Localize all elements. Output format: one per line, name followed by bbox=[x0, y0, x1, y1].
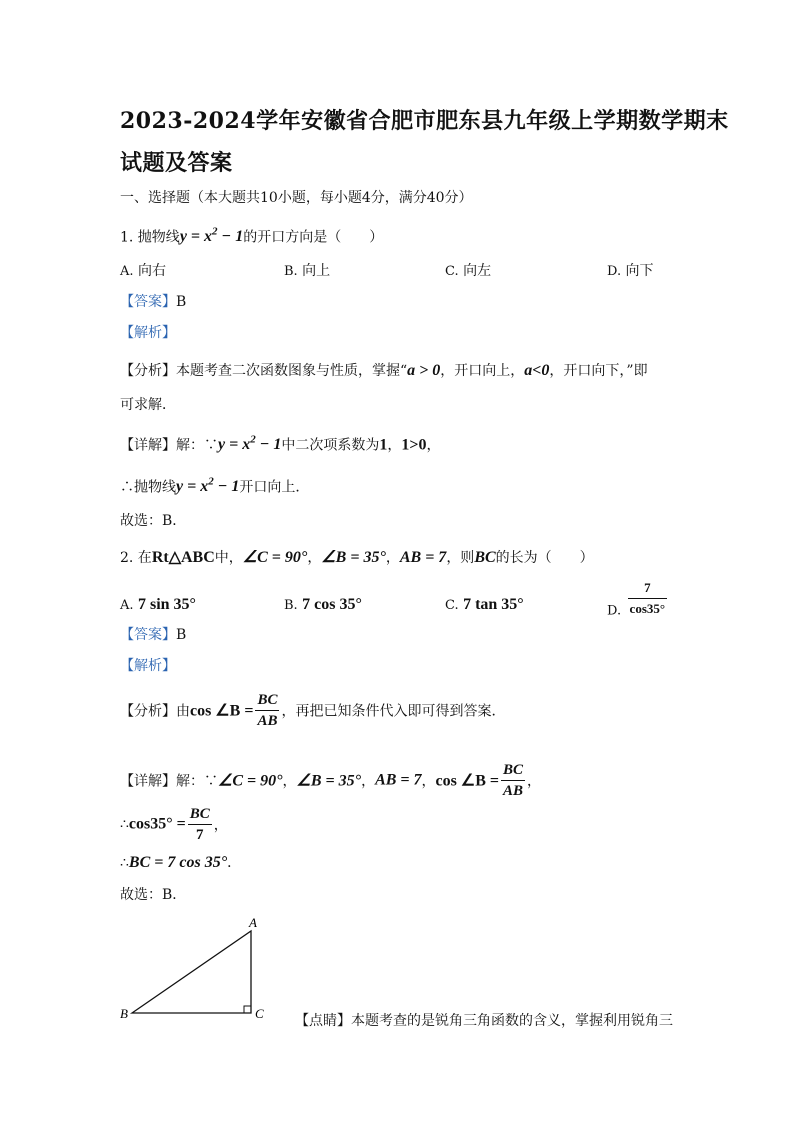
q1-fenxi-line2: 可求解． bbox=[120, 397, 176, 413]
q2-step1: ∴cos35° = $\frac{BC}{7}$ ， bbox=[120, 806, 228, 843]
q1-option-c: C. 向左 bbox=[445, 263, 492, 279]
right-angle-mark bbox=[244, 1006, 251, 1013]
q1-stem bbox=[120, 226, 383, 246]
q1-choose: 故选：B． bbox=[120, 513, 187, 529]
q2-choose: 故选：B． bbox=[120, 887, 187, 903]
q2-stem: 2. 在Rt△ABC中，∠C = 90°，∠B = 35°，AB = 7，则BC的长为（ ） bbox=[120, 549, 594, 566]
q1-conclusion: ∴抛物线$y = x^2 - 1$开口向上． bbox=[120, 476, 310, 496]
q2-analysis-tag: 【解析】 bbox=[120, 658, 176, 674]
q1-option-a: A. 向右 bbox=[120, 263, 166, 279]
q1-stem-prefix: 1. 抛物线 bbox=[120, 229, 180, 246]
q2-option-d: D. $\frac{7}{\cos 35^\circ}$ bbox=[607, 580, 666, 619]
doc-title-line2: 试题及答案 bbox=[120, 150, 233, 176]
right-triangle-figure bbox=[110, 912, 280, 1024]
section-heading: 一、选择题（本大题共10小题，每小题4分，满分40分） bbox=[120, 190, 473, 206]
q1-equation: $y = x^2 - 1$ bbox=[179, 226, 244, 246]
q2-step2: ∴BC = 7 cos 35°． bbox=[120, 854, 242, 871]
triangle-shape bbox=[132, 931, 251, 1013]
q2-detail: 【详解】解：∵∠C = 90°，∠B = 35°，AB = 7，cos ∠B = $\frac{BC}{AB}$ ， bbox=[120, 762, 542, 799]
q2-option-b: B. 7 cos 35° bbox=[284, 596, 362, 613]
vertex-label-c: C bbox=[255, 1006, 264, 1021]
q2-fenxi: 【分析】由cos ∠B = $\frac{BC}{AB}$ ，再把已知条件代入即可得到答案． bbox=[120, 692, 506, 729]
vertex-label-a: A bbox=[249, 915, 257, 930]
q1-stem-suffix: 的开口方向是（ ） bbox=[243, 229, 384, 246]
q1-option-b: B. 向上 bbox=[284, 263, 331, 279]
q1-answer: 【答案】B bbox=[120, 294, 187, 310]
q1-fenxi: 【分析】本题考查二次函数图象与性质，掌握“a > 0，开口向上，a<0，开口向下，”即 bbox=[120, 362, 648, 379]
q2-answer: 【答案】B bbox=[120, 627, 187, 643]
q2-option-a: A. 7 sin 35° bbox=[120, 596, 196, 613]
q2-option-c: C. 7 tan 35° bbox=[445, 596, 524, 613]
q2-dianjing: 【点睛】本题考查的是锐角三角函数的含义，掌握利用锐角三 bbox=[295, 1013, 673, 1029]
q1-analysis-tag: 【解析】 bbox=[120, 325, 176, 341]
doc-title-line1: 2023-2024学年安徽省合肥市肥东县九年级上学期数学期末 bbox=[120, 108, 729, 134]
vertex-label-b: B bbox=[120, 1006, 128, 1021]
q1-option-d: D. 向下 bbox=[607, 263, 654, 279]
q1-detail: 【详解】解：∵y = $x^2 - 1$中二次项系数为1，1>0， bbox=[120, 434, 441, 454]
